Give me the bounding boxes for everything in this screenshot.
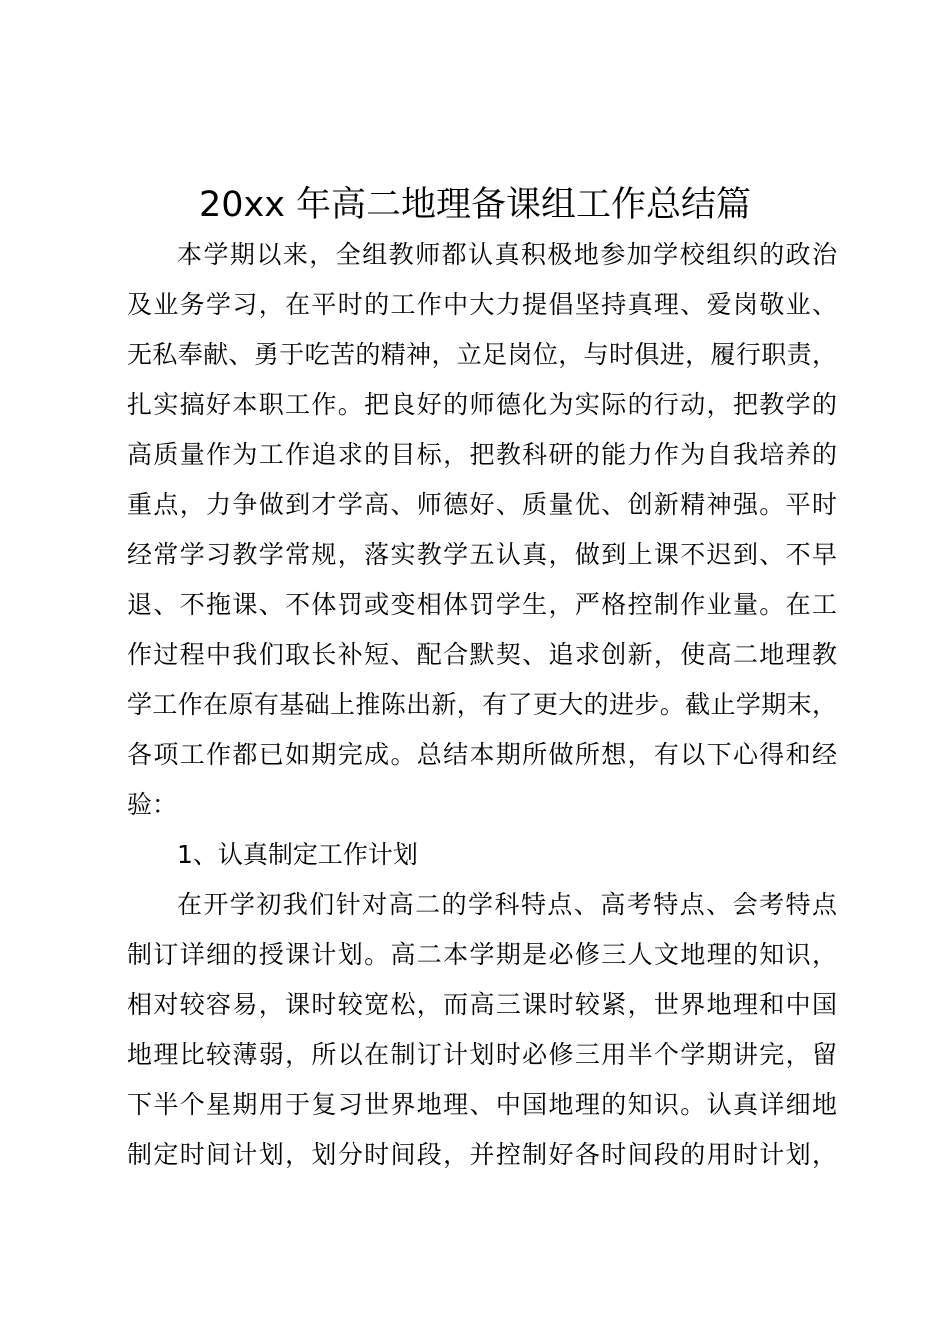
section-heading: 1、认真制定工作计划 <box>177 840 418 869</box>
paragraph-line: 验： <box>127 790 178 819</box>
paragraph-line: 重点，力争做到才学高、师德好、质量优、创新精神强。平时 <box>127 490 837 519</box>
paragraph-line: 经常学习教学常规，落实教学五认真，做到上课不迟到、不早 <box>127 540 837 569</box>
document-title: 20xx 年高二地理备课组工作总结篇 <box>198 185 752 225</box>
paragraph-line: 在开学初我们针对高二的学科特点、高考特点、会考特点 <box>177 890 837 919</box>
paragraph-line: 地理比较薄弱，所以在制订计划时必修三用半个学期讲完，留 <box>127 1040 837 1069</box>
paragraph-line: 制订详细的授课计划。高二本学期是必修三人文地理的知识， <box>127 940 837 969</box>
paragraph-line: 高质量作为工作追求的目标，把教科研的能力作为自我培养的 <box>127 440 837 469</box>
document-body <box>127 230 837 1180</box>
paragraph-line: 相对较容易，课时较宽松，而高三课时较紧，世界地理和中国 <box>127 990 837 1019</box>
paragraph-line: 各项工作都已如期完成。总结本期所做所想，有以下心得和经 <box>127 740 837 769</box>
paragraph-line: 下半个星期用于复习世界地理、中国地理的知识。认真详细地 <box>127 1090 837 1119</box>
paragraph-line: 退、不拖课、不体罚或变相体罚学生，严格控制作业量。在工 <box>127 590 837 619</box>
paragraph-line: 本学期以来，全组教师都认真积极地参加学校组织的政治 <box>177 240 837 269</box>
paragraph-line: 制定时间计划，划分时间段，并控制好各时间段的用时计划， <box>127 1140 837 1169</box>
paragraph-line: 作过程中我们取长补短、配合默契、追求创新，使高二地理教 <box>127 640 837 669</box>
paragraph-line: 学工作在原有基础上推陈出新，有了更大的进步。截止学期末， <box>127 690 837 719</box>
paragraph-line: 及业务学习，在平时的工作中大力提倡坚持真理、爱岗敬业、 <box>127 290 837 319</box>
paragraph-line: 扎实搞好本职工作。把良好的师德化为实际的行动，把教学的 <box>127 390 837 419</box>
paragraph-line: 无私奉献、勇于吃苦的精神，立足岗位，与时俱进，履行职责， <box>127 340 837 369</box>
